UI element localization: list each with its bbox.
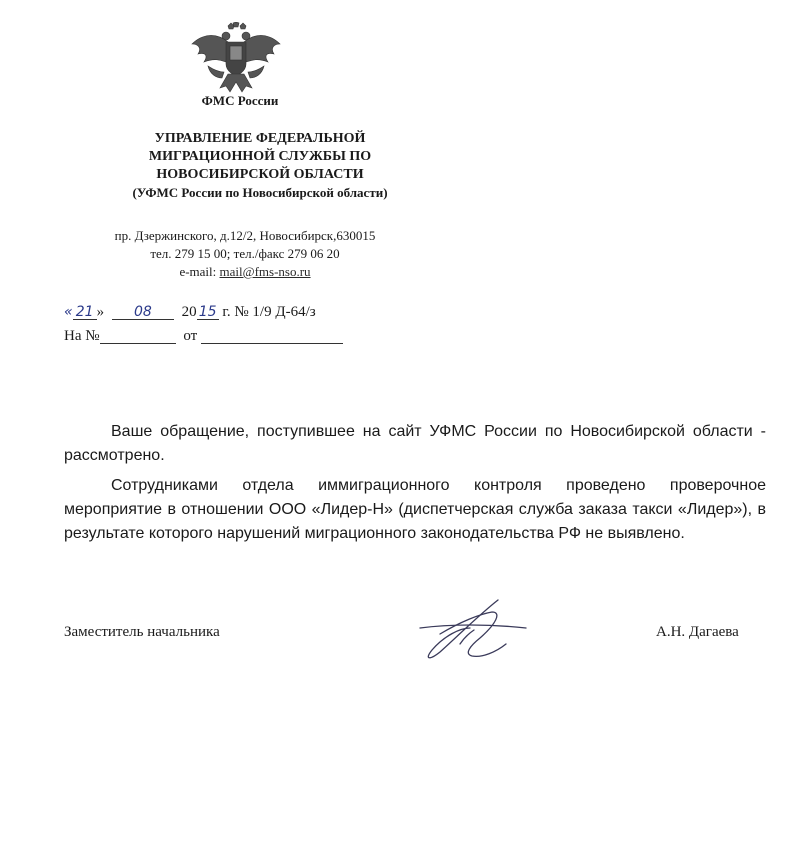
- signatory-role: Заместитель начальника: [64, 624, 220, 640]
- incoming-from-label: от: [183, 328, 198, 344]
- date-day: 21: [73, 305, 97, 320]
- quote-close: »: [96, 304, 105, 320]
- org-short-name: ФМС России: [201, 93, 279, 108]
- org-title-line: НОВОСИБИРСКОЙ ОБЛАСТИ: [156, 167, 364, 182]
- letter-body: [64, 420, 766, 552]
- quote-open: «: [64, 304, 73, 320]
- org-header-block: [60, 130, 460, 202]
- outgoing-date-number: [64, 304, 316, 321]
- date-month: 08: [112, 305, 174, 320]
- org-title-line: МИГРАЦИОННОЙ СЛУЖБЫ ПО: [148, 149, 372, 164]
- date-year-unit: г.: [222, 304, 231, 320]
- email-label: e-mail:: [179, 264, 217, 279]
- body-paragraph: Сотрудниками отдела иммиграционного контроля проведено проверочное мероприятие в отношении ООО «Лидер-Н» (диспетчерская служба заказа такси «Лидер»), в результате которого нарушений миграционного законодательства РФ не выявлено.: [64, 477, 766, 542]
- incoming-date-blank: [201, 329, 343, 344]
- double-headed-eagle-emblem-icon: [188, 22, 284, 94]
- org-title-line: УПРАВЛЕНИЕ ФЕДЕРАЛЬНОЙ: [154, 131, 366, 146]
- incoming-reference: [64, 328, 343, 345]
- incoming-number-label: На №: [64, 328, 100, 344]
- incoming-number-blank: [100, 329, 176, 344]
- postal-address: пр. Дзержинского, д.12/2, Новосибирск,630015: [114, 228, 376, 243]
- address-block: [60, 227, 430, 281]
- body-paragraph: Ваше обращение, поступившее на сайт УФМС России по Новосибирской области - рассмотрено.: [64, 423, 766, 464]
- outgoing-number-label: №: [234, 304, 249, 320]
- date-year-suffix: 15: [197, 305, 219, 320]
- outgoing-number: 1/9 Д-64/з: [252, 304, 316, 320]
- email-line: [60, 263, 430, 281]
- date-year-prefix: 20: [181, 304, 197, 320]
- signatory-name: А.Н. Дагаева: [656, 624, 739, 640]
- phone-numbers: тел. 279 15 00; тел./факс 279 06 20: [150, 246, 340, 261]
- email-link[interactable]: mail@fms-nso.ru: [219, 264, 311, 279]
- handwritten-signature: [410, 594, 530, 666]
- org-title-short: (УФМС России по Новосибирской области): [132, 185, 388, 200]
